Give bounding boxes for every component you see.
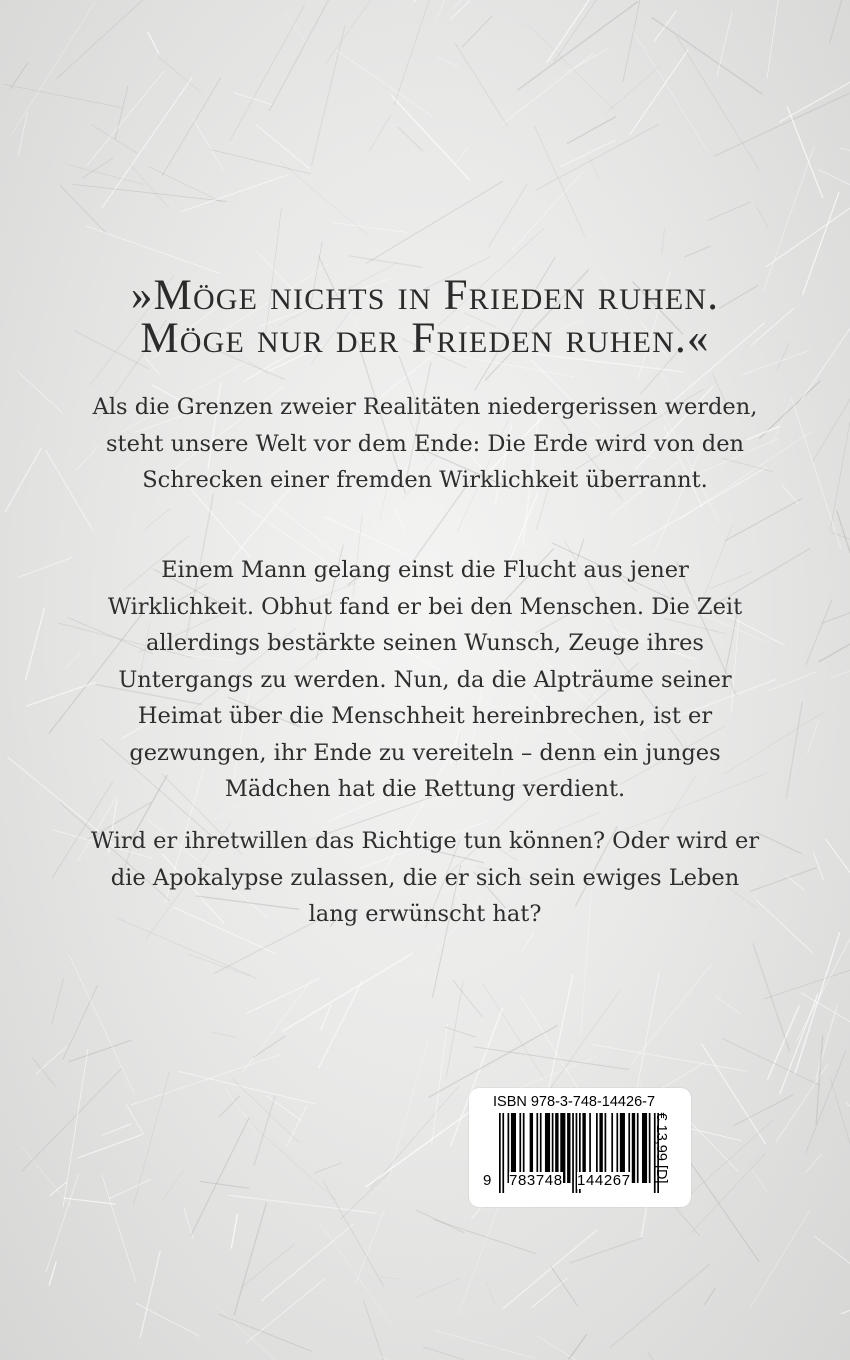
- barcode-digits-group-2: 144267: [577, 1172, 631, 1189]
- blurb-paragraph-2: Einem Mann gelang einst die Flucht aus jener Wirklichkeit. Obhut fand er bei den Menschen. Die Zeit allerdings bestärkte seinen Wunsch, Zeuge ihres Untergangs zu werden. Nun, da die Alpträume seiner Heimat über die Menschheit hereinbrechen, ist er gezwungen, ihr Ende zu vereiteln – denn ein junges Mädchen hat die Rettung verdient.: [107, 557, 743, 802]
- price-label: € 13,99 [D]: [653, 1112, 669, 1184]
- tagline-line-1: »Möge nichts in Frieden ruhen.: [130, 272, 720, 319]
- blurb-paragraph-1: Als die Grenzen zweier Realitäten niedergerissen werden, steht unsere Welt vor dem Ende: Die Erde wird von den Schrecken einer fremden Wirklichkeit überrannt.: [92, 394, 758, 493]
- blurb-paragraph-3: Wird er ihretwillen das Richtige tun können? Oder wird er die Apokalypse zulassen, die er sich sein ewiges Leben lang erwünscht hat?: [90, 828, 760, 927]
- barcode-digit-first: 9: [483, 1172, 492, 1189]
- tagline-line-2: Möge nur der Frieden ruhen.«: [140, 315, 710, 362]
- isbn-label: ISBN 978-3-748-14426-7: [493, 1094, 656, 1110]
- isbn-barcode-box: [469, 1088, 691, 1207]
- barcode-digits-group-1: 783748: [509, 1172, 563, 1189]
